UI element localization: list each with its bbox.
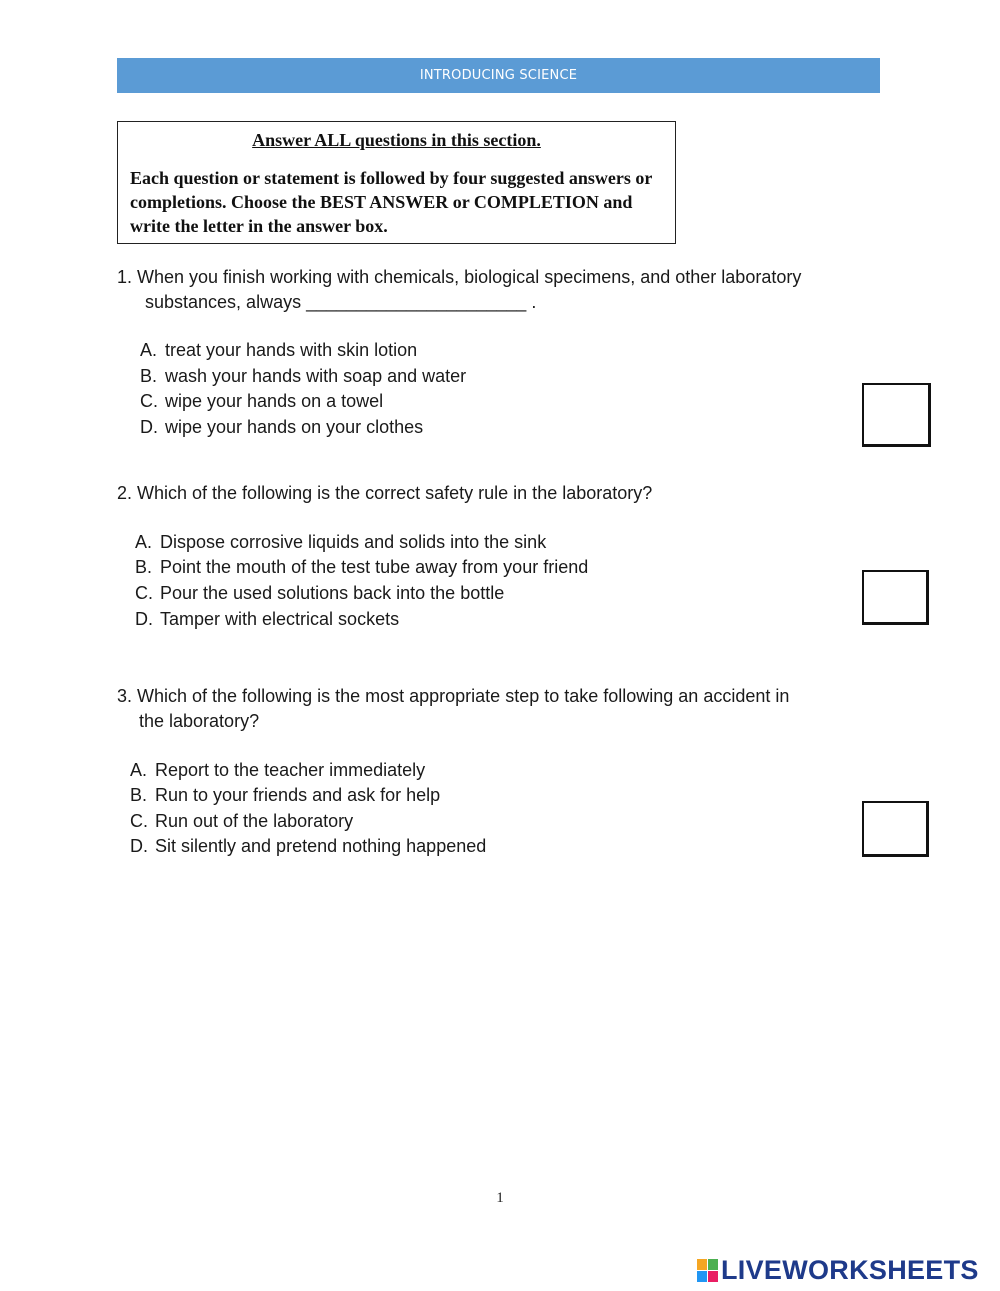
question-1-option-a: A. treat your hands with skin lotion xyxy=(140,340,418,360)
question-1-option-d: D. wipe your hands on your clothes xyxy=(140,417,424,437)
logo-cubes-icon xyxy=(697,1259,718,1282)
logo-cube xyxy=(697,1271,707,1282)
question-3-option-b: B. Run to your friends and ask for help xyxy=(130,785,441,805)
question-2-option-d: D. Tamper with electrical sockets xyxy=(135,609,400,629)
logo-cube xyxy=(708,1259,718,1270)
question-1-line-1: 1. When you finish working with chemicals, biological specimens, and other laboratory xyxy=(117,267,802,287)
question-1-stem xyxy=(117,265,801,315)
page-header-title: INTRODUCING SCIENCE xyxy=(419,68,578,83)
question-2-answer-box[interactable] xyxy=(862,570,929,625)
question-1-option-c: C. wipe your hands on a towel xyxy=(140,391,384,411)
logo-text: LIVEWORKSHEETS xyxy=(721,1254,979,1285)
question-1-answer-box[interactable] xyxy=(862,383,931,447)
question-3-option-d: D. Sit silently and pretend nothing happened xyxy=(130,836,487,856)
liveworksheets-logo[interactable] xyxy=(697,1255,995,1285)
instructions-title: Answer ALL questions in this section. xyxy=(252,130,541,150)
question-2-line-1: 2. Which of the following is the correct safety rule in the laboratory? xyxy=(117,483,653,503)
question-1-option-b: B. wash your hands with soap and water xyxy=(140,366,467,386)
page-header-bar xyxy=(117,58,880,93)
logo-cube xyxy=(708,1271,718,1282)
question-1-line-2: substances, always ______________________ . xyxy=(145,292,537,312)
instructions-body: Each question or statement is followed by four suggested answers or completions. Choose the BEST ANSWER or COMPLETION and write the letter in the answer box. xyxy=(130,168,653,236)
question-2-option-a: A. Dispose corrosive liquids and solids into the sink xyxy=(135,532,547,552)
question-2-option-c: C. Pour the used solutions back into the bottle xyxy=(135,583,505,603)
question-3-answer-box[interactable] xyxy=(862,801,929,857)
question-3-stem xyxy=(117,684,789,734)
question-3-line-2: the laboratory? xyxy=(139,711,260,731)
question-3-line-1: 3. Which of the following is the most appropriate step to take following an accident in xyxy=(117,686,790,706)
question-3-option-a: A. Report to the teacher immediately xyxy=(130,760,426,780)
instructions-box xyxy=(117,121,676,244)
question-2-stem xyxy=(117,481,652,506)
question-2-option-b: B. Point the mouth of the test tube away from your friend xyxy=(135,557,589,577)
question-3-option-c: C. Run out of the laboratory xyxy=(130,811,354,831)
logo-cube xyxy=(697,1259,707,1270)
page-number: 1 xyxy=(496,1190,504,1206)
